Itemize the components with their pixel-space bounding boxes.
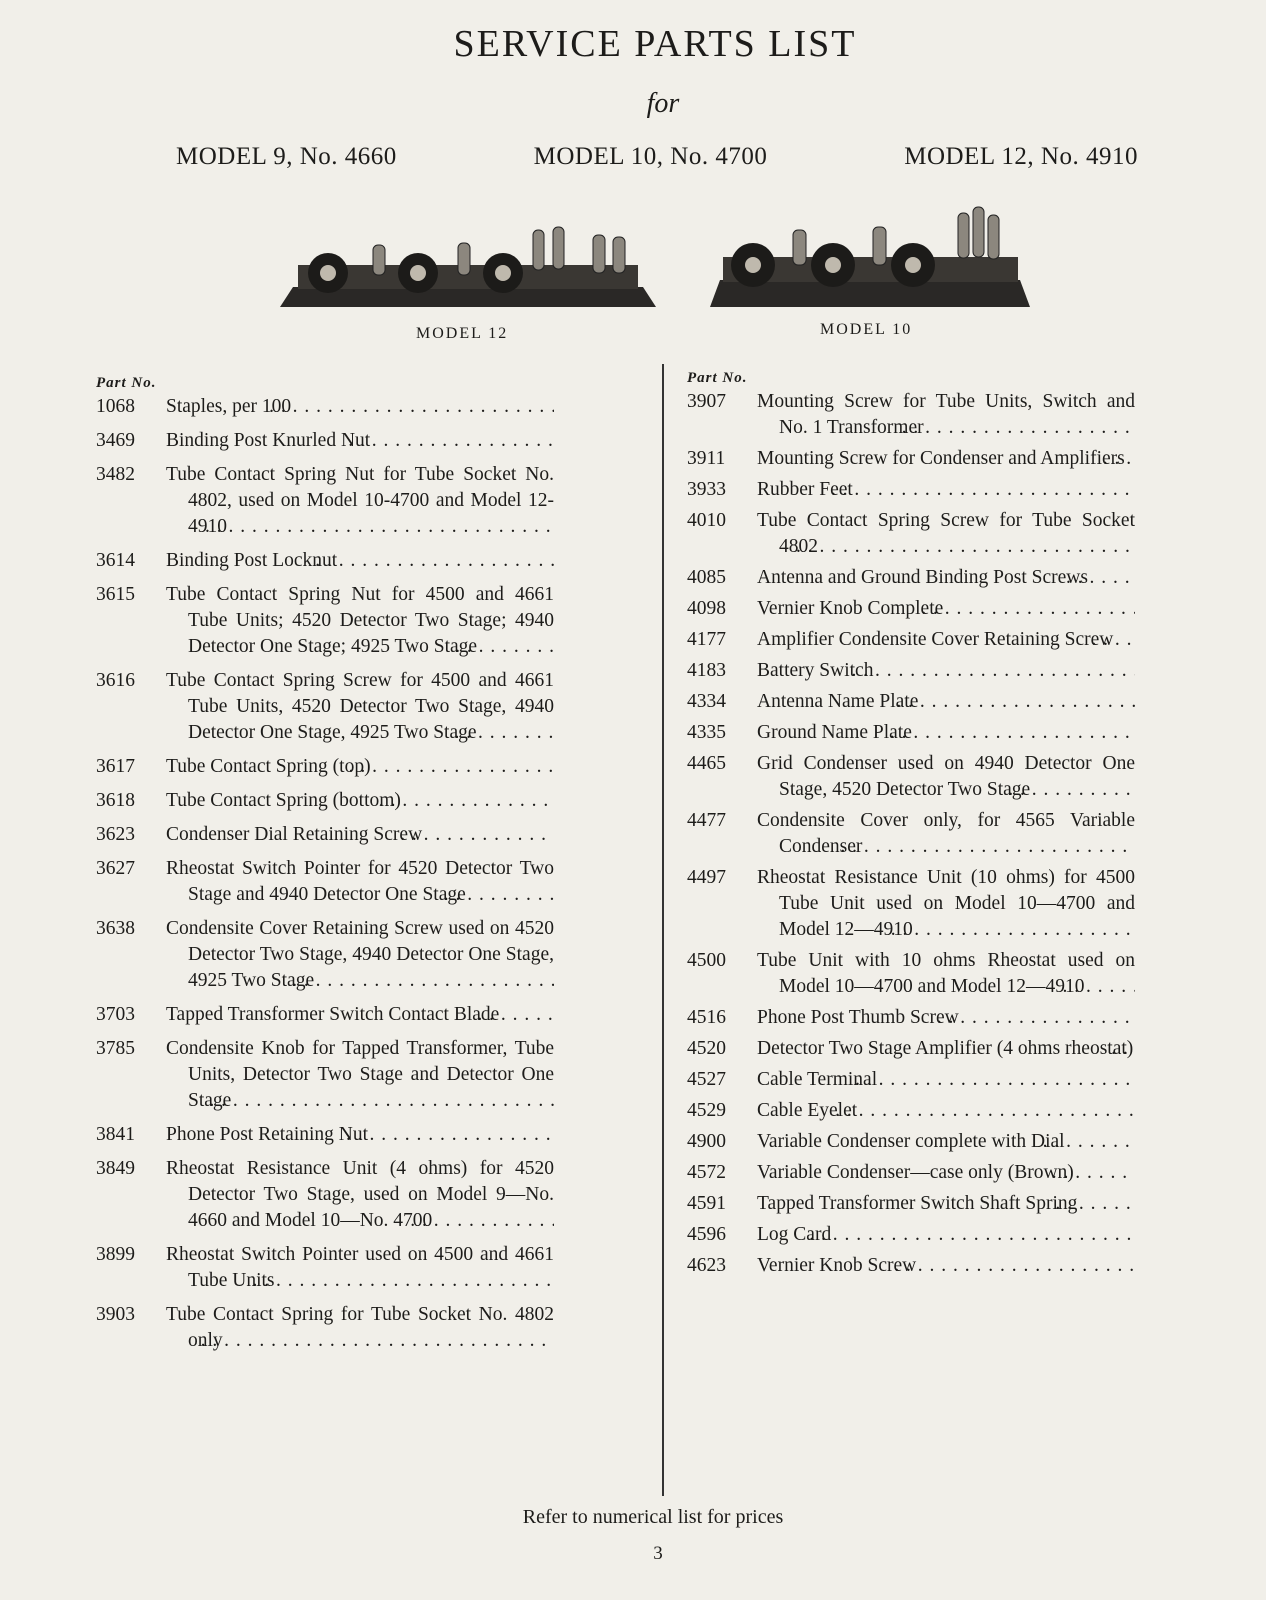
part-description: Condensite Cover Retaining Screw used on 4520 Detector Two Stage, 4940 Detector One Stage, 4925 Two Stage . . . bbox=[166, 916, 554, 994]
part-description: Condenser Dial Retaining Screw . . . bbox=[166, 822, 554, 848]
subtitle-for: for bbox=[646, 88, 680, 119]
part-row bbox=[687, 1253, 1135, 1279]
part-number: 3703 bbox=[96, 1004, 135, 1025]
model-list bbox=[176, 143, 1138, 171]
part-row bbox=[96, 1302, 554, 1354]
part-number: 3785 bbox=[96, 1038, 135, 1059]
part-description: Tube Contact Spring Nut for Tube Socket No. 4802, used on Model 10-4700 and Model 12-4910 . . . bbox=[166, 462, 554, 540]
part-row bbox=[687, 565, 1135, 591]
part-row bbox=[687, 1067, 1135, 1093]
part-number: 4177 bbox=[687, 629, 726, 650]
part-number: 4520 bbox=[687, 1038, 726, 1059]
part-description: Log Card . . . bbox=[757, 1222, 1135, 1248]
part-description: Mounting Screw for Condenser and Amplifiers . . . bbox=[757, 446, 1135, 472]
part-row bbox=[96, 754, 554, 780]
part-description: Condensite Knob for Tapped Transformer, Tube Units, Detector Two Stage and Detector One Stage . . . bbox=[166, 1036, 554, 1114]
part-row bbox=[96, 548, 554, 574]
part-number: 3615 bbox=[96, 584, 135, 605]
part-row bbox=[687, 1036, 1135, 1062]
part-description: Cable Eyelet . . . bbox=[757, 1098, 1135, 1124]
part-number: 3627 bbox=[96, 858, 135, 879]
part-number: 4596 bbox=[687, 1224, 726, 1245]
part-number: 3933 bbox=[687, 479, 726, 500]
part-row bbox=[687, 1160, 1135, 1186]
page-number: 3 bbox=[653, 1543, 663, 1564]
part-description: Tube Contact Spring Screw for 4500 and 4661 Tube Units, 4520 Detector Two Stage, 4940 Detector One Stage, 4925 Two Stage . . . bbox=[166, 668, 554, 746]
part-number: 3849 bbox=[96, 1158, 135, 1179]
part-description: Cable Terminal . . . bbox=[757, 1067, 1135, 1093]
part-description: Vernier Knob Complete . . . bbox=[757, 596, 1135, 622]
part-description: Staples, per 100 . . . bbox=[166, 394, 554, 420]
part-number: 4527 bbox=[687, 1069, 726, 1090]
part-description: Antenna and Ground Binding Post Screws . . . bbox=[757, 565, 1135, 591]
part-number: 3623 bbox=[96, 824, 135, 845]
part-number: 4500 bbox=[687, 950, 726, 971]
part-row bbox=[687, 446, 1135, 472]
part-number: 4900 bbox=[687, 1131, 726, 1152]
part-description: Tube Contact Spring Screw for Tube Socket 4802 . . . bbox=[757, 508, 1135, 560]
model-9: MODEL 9, No. 4660 bbox=[176, 143, 397, 170]
part-row bbox=[687, 389, 1135, 441]
part-description: Tapped Transformer Switch Contact Blade . . . bbox=[166, 1002, 554, 1028]
part-row bbox=[687, 689, 1135, 715]
part-description: Detector Two Stage Amplifier (4 ohms rheostat) . . . bbox=[757, 1036, 1135, 1062]
part-number: 3616 bbox=[96, 670, 135, 691]
part-row bbox=[687, 658, 1135, 684]
part-number: 3482 bbox=[96, 464, 135, 485]
part-row bbox=[96, 668, 554, 746]
part-description: Rheostat Switch Pointer used on 4500 and 4661 Tube Units . . . bbox=[166, 1242, 554, 1294]
part-row bbox=[687, 1005, 1135, 1031]
part-description: Binding Post Knurled Nut . . . bbox=[166, 428, 554, 454]
part-row bbox=[687, 477, 1135, 503]
part-row bbox=[687, 808, 1135, 860]
page-title: SERVICE PARTS LIST bbox=[453, 23, 857, 65]
part-number: 4591 bbox=[687, 1193, 726, 1214]
parts-column-right bbox=[687, 370, 1135, 1284]
part-no-header: Part No. bbox=[96, 375, 157, 391]
part-number: 3903 bbox=[96, 1304, 135, 1325]
part-description: Binding Post Locknut . . . bbox=[166, 548, 554, 574]
column-divider bbox=[662, 364, 664, 1496]
part-number: 1068 bbox=[96, 396, 135, 417]
part-row bbox=[687, 1222, 1135, 1248]
part-number: 4465 bbox=[687, 753, 726, 774]
part-row bbox=[96, 822, 554, 848]
part-description: Antenna Name Plate . . . bbox=[757, 689, 1135, 715]
part-row bbox=[687, 508, 1135, 560]
part-description: Rheostat Switch Pointer for 4520 Detector Two Stage and 4940 Detector One Stage . . . bbox=[166, 856, 554, 908]
parts-column-left bbox=[96, 375, 554, 1362]
part-number: 4477 bbox=[687, 810, 726, 831]
part-description: Mounting Screw for Tube Units, Switch and No. 1 Transformer . . . bbox=[757, 389, 1135, 441]
part-description: Tube Contact Spring (top) . . . bbox=[166, 754, 554, 780]
model-10-photo bbox=[708, 205, 1033, 310]
part-description: Phone Post Thumb Screw . . . bbox=[757, 1005, 1135, 1031]
part-number: 3617 bbox=[96, 756, 135, 777]
part-description: Variable Condenser complete with Dial . . . bbox=[757, 1129, 1135, 1155]
caption-model-12: MODEL 12 bbox=[416, 325, 509, 342]
part-number: 4098 bbox=[687, 598, 726, 619]
part-description: Tapped Transformer Switch Shaft Spring . . . bbox=[757, 1191, 1135, 1217]
part-description: Condensite Cover only, for 4565 Variable Condenser . . . bbox=[757, 808, 1135, 860]
model-10: MODEL 10, No. 4700 bbox=[533, 143, 768, 170]
part-number: 4183 bbox=[687, 660, 726, 681]
part-row bbox=[96, 788, 554, 814]
part-row bbox=[687, 720, 1135, 746]
part-number: 3614 bbox=[96, 550, 135, 571]
part-description: Tube Contact Spring (bottom) . . . bbox=[166, 788, 554, 814]
part-row bbox=[96, 582, 554, 660]
part-row bbox=[687, 948, 1135, 1000]
part-description: Grid Condenser used on 4940 Detector One Stage, 4520 Detector Two Stage . . . bbox=[757, 751, 1135, 803]
part-description: Ground Name Plate . . . bbox=[757, 720, 1135, 746]
part-number: 3469 bbox=[96, 430, 135, 451]
part-number: 3907 bbox=[687, 391, 726, 412]
part-description: Tube Unit with 10 ohms Rheostat used on Model 10—4700 and Model 12—4910 . . . bbox=[757, 948, 1135, 1000]
part-number: 3899 bbox=[96, 1244, 135, 1265]
part-number: 3618 bbox=[96, 790, 135, 811]
part-row bbox=[96, 394, 554, 420]
footer-note: Refer to numerical list for prices bbox=[522, 1506, 784, 1528]
part-row bbox=[687, 1098, 1135, 1124]
part-row bbox=[687, 596, 1135, 622]
part-number: 3638 bbox=[96, 918, 135, 939]
part-number: 3841 bbox=[96, 1124, 135, 1145]
part-no-header: Part No. bbox=[687, 370, 748, 386]
part-description: Phone Post Retaining Nut . . . bbox=[166, 1122, 554, 1148]
part-row bbox=[96, 1036, 554, 1114]
part-number: 4529 bbox=[687, 1100, 726, 1121]
part-description: Tube Contact Spring Nut for 4500 and 4661 Tube Units; 4520 Detector Two Stage; 4940 Detector One Stage; 4925 Two Stage . . . bbox=[166, 582, 554, 660]
part-number: 4010 bbox=[687, 510, 726, 531]
part-row bbox=[687, 627, 1135, 653]
part-number: 4085 bbox=[687, 567, 726, 588]
part-description: Rubber Feet . . . bbox=[757, 477, 1135, 503]
part-description: Variable Condenser—case only (Brown) . . . bbox=[757, 1160, 1135, 1186]
part-number: 3911 bbox=[687, 448, 726, 469]
part-description: Battery Switch . . . bbox=[757, 658, 1135, 684]
part-number: 4516 bbox=[687, 1007, 726, 1028]
part-row bbox=[687, 751, 1135, 803]
part-row bbox=[687, 1129, 1135, 1155]
part-description: Rheostat Resistance Unit (10 ohms) for 4500 Tube Unit used on Model 10—4700 and Model 12—4910 . . . bbox=[757, 865, 1135, 943]
caption-model-10: MODEL 10 bbox=[820, 321, 913, 338]
part-description: Amplifier Condensite Cover Retaining Screw . . . bbox=[757, 627, 1135, 653]
part-row bbox=[96, 428, 554, 454]
model-12-photo bbox=[278, 225, 658, 310]
part-description: Tube Contact Spring for Tube Socket No. 4802 only . . . bbox=[166, 1302, 554, 1354]
part-row bbox=[96, 1242, 554, 1294]
part-number: 4335 bbox=[687, 722, 726, 743]
part-row bbox=[96, 916, 554, 994]
part-number: 4572 bbox=[687, 1162, 726, 1183]
part-row bbox=[687, 865, 1135, 943]
part-row bbox=[96, 1002, 554, 1028]
part-row bbox=[96, 1156, 554, 1234]
part-description: Rheostat Resistance Unit (4 ohms) for 4520 Detector Two Stage, used on Model 9—No. 4660 and Model 10—No. 4700 . . . bbox=[166, 1156, 554, 1234]
part-number: 4497 bbox=[687, 867, 726, 888]
part-row bbox=[96, 856, 554, 908]
model-12: MODEL 12, No. 4910 bbox=[904, 143, 1138, 170]
part-number: 4334 bbox=[687, 691, 726, 712]
part-number: 4623 bbox=[687, 1255, 726, 1276]
part-row bbox=[96, 462, 554, 540]
part-row bbox=[687, 1191, 1135, 1217]
part-description: Vernier Knob Screw . . . bbox=[757, 1253, 1135, 1279]
part-row bbox=[96, 1122, 554, 1148]
